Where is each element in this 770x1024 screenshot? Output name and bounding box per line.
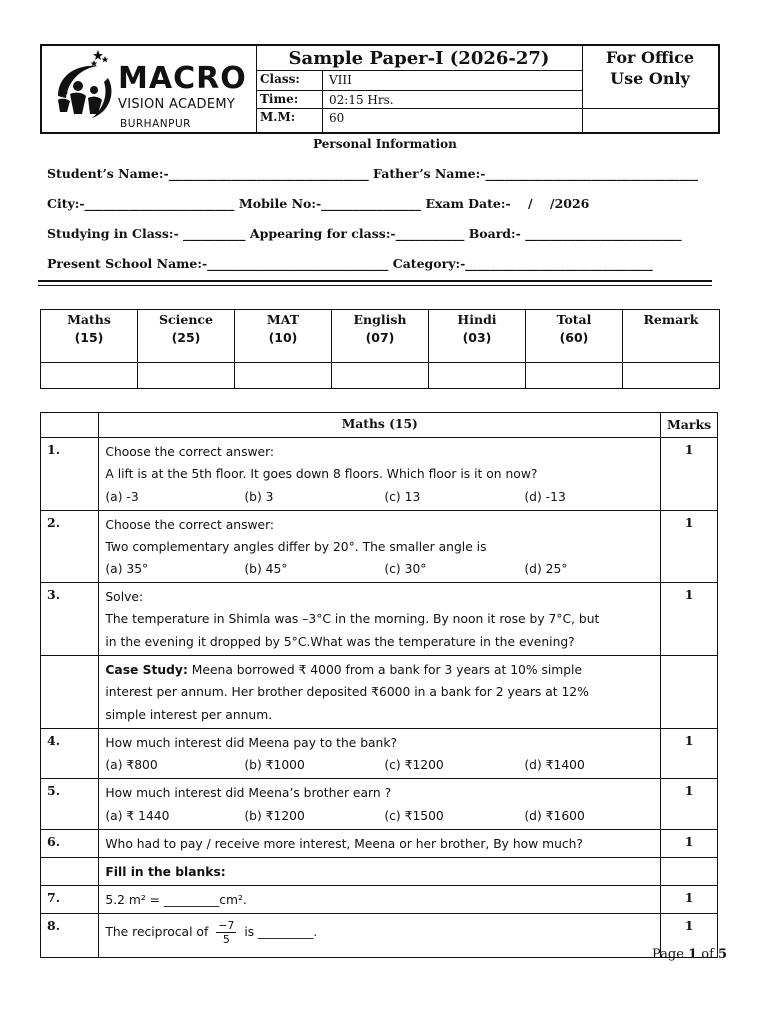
question-text: in the evening it dropped by 5°C.What was the temperature in the evening?	[105, 634, 575, 649]
logo-brand-text: MACRO	[118, 61, 247, 96]
class-label: Class:	[260, 72, 300, 86]
question-number: 2.	[41, 510, 99, 583]
case-study-text: Meena borrowed ₹ 4000 from a bank for 3 years at 10% simple	[187, 663, 583, 678]
time-value: 02:15 Hrs.	[322, 91, 394, 111]
score-entry-cell[interactable]	[138, 363, 235, 389]
question-text: A lift is at the 5th floor. It goes down 8 floors. Which floor is it on now?	[105, 467, 538, 482]
fraction	[216, 919, 236, 946]
personal-info-heading: Personal Information	[313, 137, 457, 151]
option-d: (d) 25°	[524, 562, 568, 577]
question-row	[41, 886, 718, 914]
case-study-text: interest per annum. Her brother deposited ₹6000 in a bank for 2 years at 12%	[105, 685, 589, 700]
section-title: Maths (15)	[99, 413, 661, 438]
class-board-line: Studying in Class:- __________ Appearing for class:-___________ Board:- _________________________	[47, 226, 682, 241]
score-entry-cell[interactable]	[623, 363, 720, 389]
question-number: 3.	[41, 583, 99, 656]
question-marks: 1	[661, 914, 718, 958]
question-row	[41, 914, 718, 958]
office-use-line1: For Office	[605, 48, 695, 67]
question-number: 4.	[41, 728, 99, 778]
summary-cell-maths: Maths (15)	[41, 310, 138, 363]
office-use-cell	[582, 46, 718, 133]
page-number: Page 1 of 5	[652, 947, 728, 962]
header-box	[40, 44, 720, 134]
office-use-line2: Use Only	[610, 69, 690, 88]
question-number: 5.	[41, 779, 99, 829]
question-text: How much interest did Meena pay to the bank?	[105, 735, 397, 750]
option-a: (a) ₹ 1440	[105, 808, 170, 823]
question-text: 5.2 m² = _________cm².	[105, 893, 247, 908]
question-marks: 1	[661, 886, 718, 914]
option-b: (b) ₹1200	[244, 808, 305, 823]
score-entry-cell[interactable]	[429, 363, 526, 389]
student-father-name-line: Student’s Name:-________________________________ Father’s Name:-__________________________________	[47, 166, 698, 181]
summary-cell-english: English (07)	[332, 310, 429, 363]
divider-line	[38, 280, 712, 282]
summary-cell-hindi: Hindi (03)	[429, 310, 526, 363]
question-number: 6.	[41, 829, 99, 857]
school-category-line: Present School Name:-_____________________________ Category:-______________________________	[47, 256, 653, 271]
fraction-denominator: 5	[222, 933, 230, 947]
logo-city: BURHANPUR	[120, 118, 191, 130]
max-marks-value: 60	[322, 109, 344, 133]
divider-line	[38, 285, 712, 286]
city-mobile-date-line: City:-________________________ Mobile No:-________________ Exam Date:- / /2026	[47, 196, 590, 211]
questions-table	[40, 412, 718, 958]
option-d: (d) -13	[524, 489, 566, 504]
question-marks: 1	[661, 779, 718, 829]
option-a: (a) 35°	[105, 562, 149, 577]
question-text: The temperature in Shimla was –3°C in the morning. By noon it rose by 7°C, but	[105, 612, 600, 627]
class-row	[256, 70, 582, 91]
question-marks: 1	[661, 438, 718, 511]
question-row	[41, 829, 718, 857]
max-marks-row	[256, 108, 582, 133]
option-b: (b) 3	[244, 489, 274, 504]
table-header-row	[41, 413, 718, 438]
summary-cell-total: Total (60)	[526, 310, 623, 363]
summary-cell-mat: MAT (10)	[235, 310, 332, 363]
question-row	[41, 438, 718, 511]
score-entry-cell[interactable]	[332, 363, 429, 389]
summary-cell-remark: Remark	[623, 310, 720, 363]
score-entry-cell[interactable]	[235, 363, 332, 389]
question-instruction: Choose the correct answer:	[105, 517, 275, 532]
case-study-label: Case Study:	[105, 663, 188, 678]
question-row	[41, 583, 718, 656]
question-text: is _________.	[244, 925, 318, 940]
question-text: The reciprocal of	[105, 925, 209, 940]
option-d: (d) ₹1600	[524, 808, 585, 823]
question-number: 8.	[41, 914, 99, 958]
case-study-row	[41, 656, 718, 729]
question-instruction: Solve:	[105, 590, 144, 605]
score-entry-cell[interactable]	[526, 363, 623, 389]
option-d: (d) ₹1400	[524, 758, 585, 773]
paper-info-cell	[256, 46, 583, 132]
option-a: (a) ₹800	[105, 758, 158, 773]
question-marks: 1	[661, 829, 718, 857]
score-entry-cell[interactable]	[41, 363, 138, 389]
option-a: (a) -3	[105, 489, 139, 504]
logo-cell	[42, 46, 257, 132]
time-label: Time:	[260, 92, 299, 106]
office-divider	[582, 108, 718, 109]
question-instruction: Choose the correct answer:	[105, 445, 275, 459]
summary-cell-science: Science (25)	[138, 310, 235, 363]
marks-summary-table	[40, 309, 720, 389]
paper-title: Sample Paper-I (2026-27)	[288, 48, 550, 69]
option-b: (b) 45°	[244, 562, 288, 577]
question-row	[41, 510, 718, 583]
question-text: Who had to pay / receive more interest, Meena or her brother, By how much?	[105, 836, 583, 851]
question-text: How much interest did Meena’s brother earn ?	[105, 786, 392, 801]
option-c: (c) ₹1200	[384, 758, 444, 773]
fill-blanks-heading: Fill in the blanks:	[105, 864, 226, 879]
question-row	[41, 779, 718, 829]
question-number: 7.	[41, 886, 99, 914]
case-study-text: simple interest per annum.	[105, 707, 273, 722]
option-c: (c) 30°	[384, 562, 427, 577]
marks-header: Marks	[661, 413, 718, 438]
option-b: (b) ₹1000	[244, 758, 305, 773]
question-marks: 1	[661, 583, 718, 656]
option-c: (c) 13	[384, 489, 421, 504]
fraction-numerator: −7	[218, 919, 235, 933]
question-marks: 1	[661, 510, 718, 583]
fill-blanks-heading-row	[41, 857, 718, 885]
question-marks: 1	[661, 728, 718, 778]
class-value: VIII	[322, 71, 352, 91]
option-c: (c) ₹1500	[384, 808, 444, 823]
logo-tagline: VISION ACADEMY	[118, 97, 236, 112]
question-row	[41, 728, 718, 778]
question-text: Two complementary angles differ by 20°. The smaller angle is	[105, 539, 487, 554]
question-number: 1.	[41, 438, 99, 511]
academy-logo-icon	[48, 48, 122, 128]
max-marks-label: M.M:	[260, 110, 296, 124]
